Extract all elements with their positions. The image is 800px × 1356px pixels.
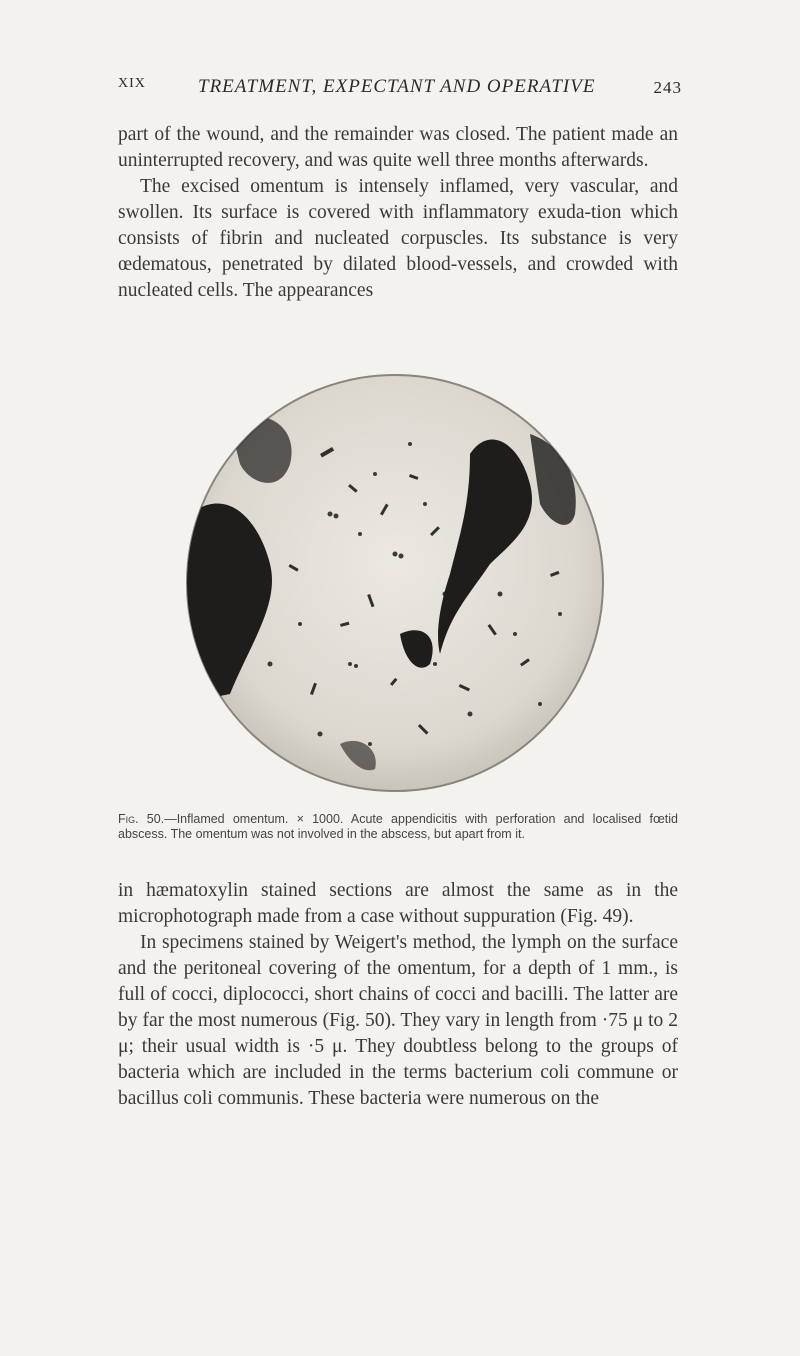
- paragraph: The excised omentum is intensely inflamed, very vascular, and swollen. Its surface is covered with inflammatory exuda-tion which consists of fibrin and nucleated corpuscles. Its substance is very œdematous, penetrated by dilated blood-vessels, and crowded with nucleated cells. The appearances: [118, 176, 678, 301]
- chapter-number: XIX: [118, 76, 146, 91]
- text-block-bottom: [118, 878, 678, 1112]
- running-title: TREATMENT, EXPECTANT AND OPERATIVE: [198, 76, 596, 97]
- page-number: 243: [653, 78, 682, 97]
- text-block-top: [118, 122, 678, 304]
- figure-caption-text: —Inflamed omentum. × 1000. Acute appendicitis with perforation and localised fœtid abscess. The omentum was not involved in the abscess, but apart from it.: [118, 812, 678, 841]
- paragraph: In specimens stained by Weigert's method, the lymph on the surface and the peritoneal covering of the omentum, for a depth of 1 mm., is full of cocci, diplococci, short chains of cocci and bacilli. The latter are by far the most numerous (Fig. 50). They vary in length from ·75 μ to 2 μ; their usual width is ·5 μ. They doubtless belong to the groups of bacteria which are included in the terms bacterium coli commune or bacillus coli communis. These bacteria were numerous on the: [118, 932, 678, 1109]
- paragraph: in hæmatoxylin stained sections are almost the same as in the microphotograph made from a case without suppuration (Fig. 49).: [118, 880, 678, 927]
- paragraph: part of the wound, and the remainder was closed. The patient made an uninterrupted recovery, and was quite well three months afterwards.: [118, 124, 678, 171]
- micrograph-image: [170, 364, 620, 802]
- micrograph-figure: [170, 364, 620, 802]
- figure-label: Fig. 50.: [118, 812, 165, 826]
- running-head: [118, 76, 682, 102]
- figure-caption: [118, 812, 678, 842]
